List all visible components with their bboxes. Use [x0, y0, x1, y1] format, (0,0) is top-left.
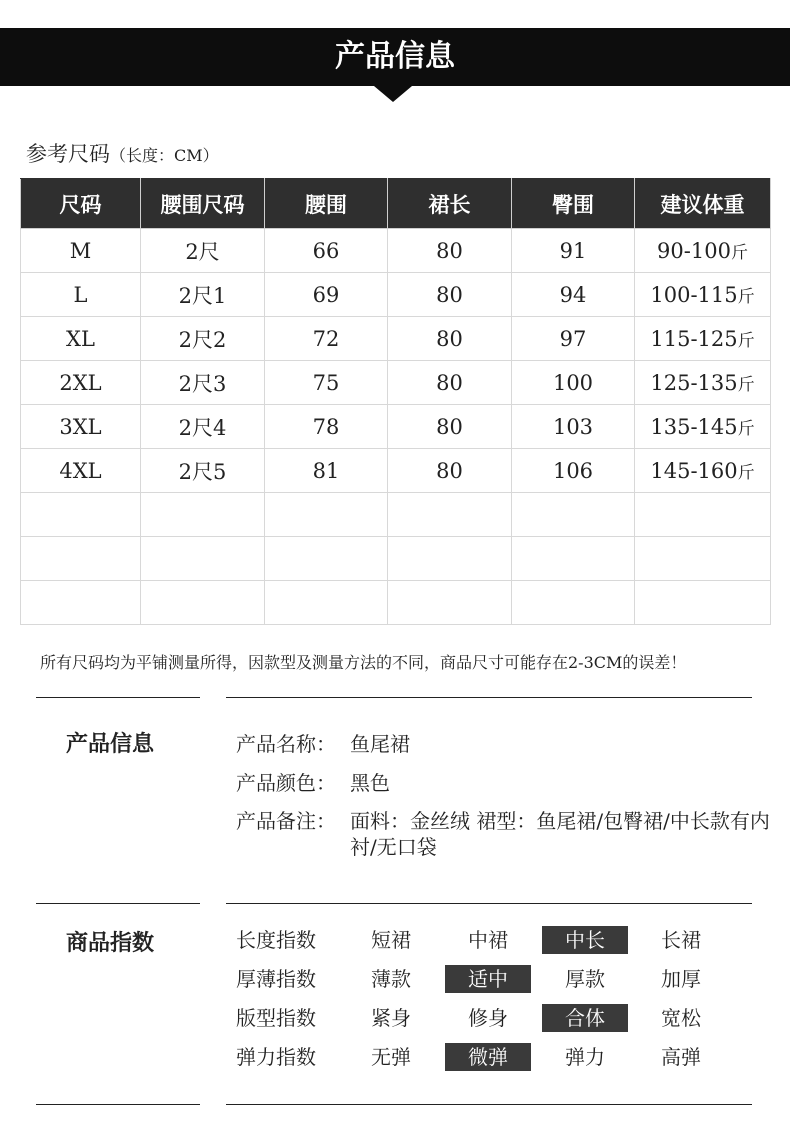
- cell-waist-size: 2尺3: [141, 361, 265, 405]
- cell-weight: [635, 361, 771, 405]
- product-color-label: 产品颜色：: [236, 771, 336, 795]
- cell-size: L: [21, 273, 141, 317]
- cell-size: M: [21, 229, 141, 273]
- product-remark-value: 面料：金丝绒 裙型：鱼尾裙/包臀裙/中长款有内衬/无口袋: [350, 809, 770, 859]
- product-name-line: [236, 728, 410, 757]
- index-label: 版型指数: [236, 1006, 316, 1030]
- index-row-length: [236, 926, 756, 954]
- cell-hip: 103: [512, 405, 635, 449]
- header-hip: 臀围: [512, 179, 635, 229]
- cell-waist: 78: [265, 405, 388, 449]
- cell-waist-size: 2尺2: [141, 317, 265, 361]
- cell-length: 80: [388, 229, 512, 273]
- cell-weight: [635, 449, 771, 493]
- table-row: [21, 449, 771, 493]
- cell-waist: 81: [265, 449, 388, 493]
- index-option: 弹力: [565, 1045, 605, 1069]
- cell-hip: 91: [512, 229, 635, 273]
- index-option: 中裙: [468, 928, 508, 952]
- index-row-thickness: [236, 965, 756, 993]
- index-option: 短裙: [371, 928, 411, 952]
- index-option: 长裙: [661, 928, 701, 952]
- index-row-fit: [236, 1004, 756, 1032]
- divider-left: [36, 697, 200, 698]
- reference-title-text: 参考尺码: [26, 142, 110, 166]
- weight-unit: 斤: [737, 419, 755, 439]
- product-color-line: [236, 767, 390, 796]
- index-option: 加厚: [661, 967, 701, 991]
- weight-unit: 斤: [737, 463, 755, 483]
- product-name-label: 产品名称：: [236, 732, 336, 756]
- index-row-elasticity: [236, 1043, 756, 1071]
- table-row-empty: [21, 581, 771, 625]
- cell-waist: 69: [265, 273, 388, 317]
- reference-size-title: [26, 138, 219, 168]
- divider-right: [226, 1104, 752, 1105]
- index-label: 厚薄指数: [236, 967, 316, 991]
- index-option: 厚款: [565, 967, 605, 991]
- cell-hip: 94: [512, 273, 635, 317]
- cell-weight: [635, 317, 771, 361]
- weight-unit: 斤: [737, 331, 755, 351]
- weight-value: 90-100: [657, 239, 731, 263]
- cell-waist: 66: [265, 229, 388, 273]
- measurement-note: 所有尺码均为平铺测量所得，因款型及测量方法的不同，商品尺寸可能存在2-3CM的误差！: [40, 653, 687, 672]
- size-table: [20, 178, 771, 625]
- index-option-selected: 合体: [542, 1004, 628, 1032]
- divider-left: [36, 1104, 200, 1105]
- weight-unit: 斤: [737, 375, 755, 395]
- cell-waist-size: 2尺4: [141, 405, 265, 449]
- reference-subtitle: （长度：CM）: [110, 146, 219, 165]
- table-row: [21, 405, 771, 449]
- divider-left: [36, 903, 200, 904]
- cell-size: 3XL: [21, 405, 141, 449]
- cell-hip: 100: [512, 361, 635, 405]
- header-length: 裙长: [388, 179, 512, 229]
- header-weight: 建议体重: [635, 179, 771, 229]
- header-waist-size: 腰围尺码: [141, 179, 265, 229]
- cell-waist: 72: [265, 317, 388, 361]
- banner-title: 产品信息: [0, 28, 790, 86]
- size-table-header: [21, 179, 771, 229]
- cell-weight: [635, 229, 771, 273]
- index-option: 修身: [468, 1006, 508, 1030]
- product-info-title: 产品信息: [66, 731, 155, 757]
- index-option: 紧身: [371, 1006, 411, 1030]
- cell-waist-size: 2尺1: [141, 273, 265, 317]
- index-option-selected: 适中: [445, 965, 531, 993]
- index-label: 长度指数: [236, 928, 316, 952]
- index-option: 薄款: [371, 967, 411, 991]
- product-color-value: 黑色: [350, 771, 390, 795]
- cell-size: 2XL: [21, 361, 141, 405]
- weight-value: 135-145: [650, 415, 738, 439]
- cell-waist-size: 2尺: [141, 229, 265, 273]
- divider-right: [226, 903, 752, 904]
- cell-weight: [635, 273, 771, 317]
- cell-hip: 106: [512, 449, 635, 493]
- cell-length: 80: [388, 317, 512, 361]
- index-option-selected: 中长: [542, 926, 628, 954]
- index-option-selected: 微弹: [445, 1043, 531, 1071]
- table-row: [21, 317, 771, 361]
- header-waist: 腰围: [265, 179, 388, 229]
- weight-value: 100-115: [650, 283, 738, 307]
- table-row: [21, 273, 771, 317]
- product-remark-line: [236, 808, 781, 860]
- index-option: 无弹: [371, 1045, 411, 1069]
- cell-length: 80: [388, 449, 512, 493]
- product-remark-label: 产品备注：: [236, 809, 336, 833]
- cell-hip: 97: [512, 317, 635, 361]
- table-row-empty: [21, 537, 771, 581]
- weight-unit: 斤: [730, 243, 748, 263]
- product-name-value: 鱼尾裙: [350, 732, 410, 756]
- index-option: 高弹: [661, 1045, 701, 1069]
- weight-value: 145-160: [650, 459, 738, 483]
- weight-unit: 斤: [737, 287, 755, 307]
- cell-size: XL: [21, 317, 141, 361]
- cell-length: 80: [388, 273, 512, 317]
- cell-size: 4XL: [21, 449, 141, 493]
- cell-length: 80: [388, 361, 512, 405]
- product-index-title: 商品指数: [66, 930, 155, 956]
- table-row-empty: [21, 493, 771, 537]
- table-row: [21, 229, 771, 273]
- cell-waist-size: 2尺5: [141, 449, 265, 493]
- cell-weight: [635, 405, 771, 449]
- weight-value: 115-125: [650, 327, 738, 351]
- table-row: [21, 361, 771, 405]
- weight-value: 125-135: [650, 371, 738, 395]
- banner-notch: [374, 86, 412, 102]
- cell-length: 80: [388, 405, 512, 449]
- header-size: 尺码: [21, 179, 141, 229]
- index-label: 弹力指数: [236, 1045, 316, 1069]
- divider-right: [226, 697, 752, 698]
- cell-waist: 75: [265, 361, 388, 405]
- index-option: 宽松: [661, 1006, 701, 1030]
